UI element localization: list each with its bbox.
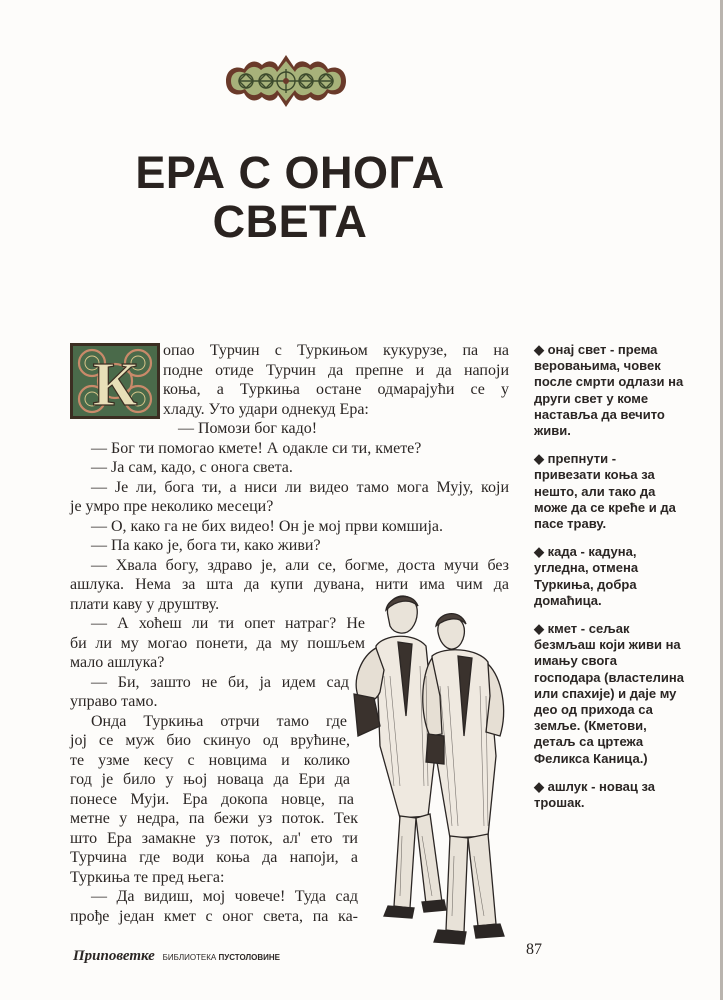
glossary-note: ◆ кмет - сељак безмљаш који живи на имању свога господара (властелина или спахије) и даје му део од прихода са земље. (Кметови, детаљ са цртежа Феликса Каница.) [534, 621, 684, 766]
story-line: — Па како је, бога ти, како живи? [91, 537, 321, 554]
dropcap-ornament-icon [70, 343, 160, 419]
story-line: метне у недра, па бежи уз поток. Тек [70, 810, 358, 827]
story-line: ашлука. Нема за шта да купи дувана, нити има чим да [70, 576, 509, 593]
series-name: Приповетке [73, 948, 155, 964]
page-title-line1: ЕРА С ОНОГА [135, 147, 445, 198]
page-number: 87 [526, 941, 542, 958]
dropcap-letter: К [92, 351, 138, 419]
dropcap [70, 343, 160, 419]
story-line: — А хоћеш ли ти опет натраг? Не [91, 615, 365, 632]
story-line: Туркиња те пред њега: [70, 869, 225, 886]
story-line: управо тамо. [70, 693, 158, 710]
story-line: коња, а Туркиња остане одмарајући се у [163, 381, 509, 398]
ornament-icon [222, 51, 350, 111]
library-name: ПУСТОЛОВИНЕ [218, 953, 280, 962]
story-line: опао Турчин с Туркињом кукурузе, па на [163, 342, 509, 359]
story-line: — Хвала богу, здраво је, али се, богме, доста мучи без [91, 557, 509, 574]
story-line: — Је ли, бога ти, а ниси ли видео тамо мога Мују, који [91, 479, 509, 496]
story-line: подне отиде Турчин да препне и да напоји [163, 362, 509, 379]
story-line: јој се муж био скинуо од врућине, [70, 732, 350, 749]
story-line: прође један кмет с оног света, па ка- [70, 908, 358, 925]
story-line: — Да видиш, мој човече! Туда сад [91, 888, 358, 905]
story-line: би ли му могао понети, да му пошљем [70, 635, 365, 652]
library-prefix: БИБЛИОТЕКА [162, 953, 217, 962]
footer-series [73, 948, 280, 965]
story-line: Турчина где води коња да напоји, а [70, 849, 358, 866]
library-label [163, 953, 280, 962]
glossary-note: ◆ ашлук - новац за трошак. [534, 778, 656, 811]
story-line: год је било у њој новаца да Ери да [70, 771, 350, 788]
story-line: понесе Муји. Ера докопа новце, па [70, 791, 354, 808]
story-line: — О, како га не бих видео! Он је мој први комшија. [91, 518, 443, 535]
story-line: хладу. Уто удари однекуд Ера: [163, 401, 369, 418]
glossary-note: ◆ препнути - привезати коња за нешто, али тако да може да се креће и да пасе траву. [534, 451, 676, 532]
glossary-sidebar [534, 342, 684, 823]
story-line: плати каву у друштву. [70, 596, 220, 613]
story-line: — Ја сам, кадо, с онога света. [91, 459, 293, 476]
glossary-note: ◆ онај свет - према веровањима, човек после смрти одлази на други свет у коме наставља да вечито живи. [534, 342, 684, 439]
story-line: — Бог ти помогао кмете! А одакле си ти, кмете? [91, 440, 422, 457]
story-line: је умро пре неколико месеци? [70, 498, 274, 515]
story-line: што Ера замакне уз поток, ал' ето ти [70, 830, 358, 847]
story-line: — Би, зашто не би, ја идем сад [91, 674, 349, 691]
glossary-note: ◆ када - кадуна, угледна, отмена Туркиња, добра домаћица. [534, 544, 639, 608]
story-line: те узме кесу с новцима и колико [70, 752, 350, 769]
peasants-illustration [340, 586, 530, 956]
story-line: Онда Туркиња отрчи тамо где [91, 713, 347, 730]
story-line: мало ашлука? [70, 654, 165, 671]
page-title-line2: СВЕТА [212, 196, 368, 247]
story-line: — Помози бог кадо! [178, 420, 318, 437]
